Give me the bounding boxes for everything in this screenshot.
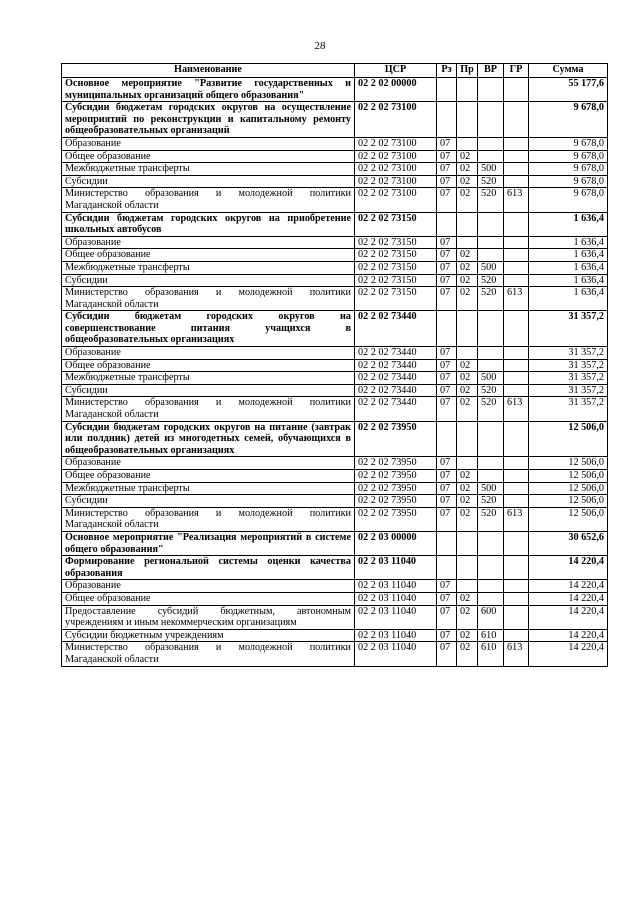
cell-rz: 07 [437, 347, 457, 360]
cell-name: Министерство образования и молодежной политики Магаданской области [62, 642, 355, 666]
cell-gr [504, 347, 529, 360]
cell-pr: 02 [457, 507, 478, 531]
table-row [62, 287, 608, 311]
cell-sum: 1 636,4 [529, 287, 608, 311]
table-row [62, 274, 608, 287]
cell-name: Субсидии [62, 495, 355, 508]
cell-rz [437, 531, 457, 555]
column-header-vr: ВР [478, 64, 504, 78]
cell-vr: 500 [478, 163, 504, 176]
cell-name: Субсидии бюджетным учреждениям [62, 629, 355, 642]
cell-rz [437, 421, 457, 457]
cell-name: Межбюджетные трансферты [62, 482, 355, 495]
cell-vr: 520 [478, 397, 504, 421]
cell-csr: 02 2 03 11040 [355, 556, 437, 580]
cell-sum: 14 220,4 [529, 605, 608, 629]
cell-gr [504, 137, 529, 150]
cell-vr [478, 212, 504, 236]
column-header-sum: Сумма [529, 64, 608, 78]
cell-gr: 613 [504, 507, 529, 531]
cell-vr: 500 [478, 372, 504, 385]
table-row [62, 78, 608, 102]
cell-vr [478, 347, 504, 360]
cell-csr: 02 2 02 73150 [355, 261, 437, 274]
cell-name: Образование [62, 347, 355, 360]
cell-pr: 02 [457, 592, 478, 605]
cell-vr: 520 [478, 175, 504, 188]
cell-vr: 610 [478, 629, 504, 642]
cell-rz: 07 [437, 629, 457, 642]
cell-rz: 07 [437, 372, 457, 385]
cell-vr [478, 359, 504, 372]
cell-csr: 02 2 02 00000 [355, 78, 437, 102]
budget-table [61, 63, 608, 667]
table-row [62, 482, 608, 495]
table-row [62, 470, 608, 483]
cell-sum: 9 678,0 [529, 102, 608, 138]
cell-csr: 02 2 02 73950 [355, 457, 437, 470]
cell-rz [437, 311, 457, 347]
cell-rz: 07 [437, 605, 457, 629]
cell-pr: 02 [457, 470, 478, 483]
cell-name: Общее образование [62, 592, 355, 605]
cell-name: Субсидии бюджетам городских округов на приобретение школьных автобусов [62, 212, 355, 236]
cell-name: Образование [62, 137, 355, 150]
cell-rz: 07 [437, 261, 457, 274]
cell-vr [478, 580, 504, 593]
cell-csr: 02 2 02 73150 [355, 287, 437, 311]
table-row [62, 188, 608, 212]
cell-sum: 12 506,0 [529, 482, 608, 495]
cell-gr: 613 [504, 642, 529, 666]
cell-sum: 1 636,4 [529, 249, 608, 262]
cell-vr [478, 137, 504, 150]
cell-sum: 1 636,4 [529, 274, 608, 287]
cell-gr [504, 311, 529, 347]
cell-name: Образование [62, 236, 355, 249]
table-row [62, 495, 608, 508]
cell-csr: 02 2 02 73100 [355, 137, 437, 150]
cell-sum: 14 220,4 [529, 580, 608, 593]
cell-csr: 02 2 02 73150 [355, 212, 437, 236]
cell-sum: 31 357,2 [529, 397, 608, 421]
cell-csr: 02 2 02 73100 [355, 102, 437, 138]
cell-vr: 520 [478, 507, 504, 531]
cell-pr: 02 [457, 249, 478, 262]
cell-name: Министерство образования и молодежной политики Магаданской области [62, 188, 355, 212]
cell-gr [504, 629, 529, 642]
cell-name: Субсидии [62, 384, 355, 397]
cell-sum: 1 636,4 [529, 236, 608, 249]
cell-name: Общее образование [62, 249, 355, 262]
cell-name: Межбюджетные трансферты [62, 261, 355, 274]
cell-pr [457, 556, 478, 580]
cell-gr [504, 78, 529, 102]
table-row [62, 556, 608, 580]
cell-csr: 02 2 02 73950 [355, 470, 437, 483]
cell-rz: 07 [437, 642, 457, 666]
cell-vr: 520 [478, 188, 504, 212]
cell-pr [457, 457, 478, 470]
cell-name: Субсидии [62, 274, 355, 287]
cell-pr [457, 236, 478, 249]
cell-vr [478, 249, 504, 262]
cell-name: Основное мероприятие "Развитие государственных и муниципальных организаций общего образования" [62, 78, 355, 102]
cell-gr [504, 372, 529, 385]
cell-pr [457, 212, 478, 236]
table-row [62, 384, 608, 397]
cell-pr: 02 [457, 397, 478, 421]
table-row [62, 137, 608, 150]
cell-rz [437, 556, 457, 580]
column-header-name: Наименование [62, 64, 355, 78]
cell-vr [478, 421, 504, 457]
cell-csr: 02 2 02 73100 [355, 188, 437, 212]
cell-pr: 02 [457, 274, 478, 287]
table-row [62, 359, 608, 372]
cell-pr [457, 421, 478, 457]
cell-gr [504, 457, 529, 470]
cell-csr: 02 2 03 11040 [355, 605, 437, 629]
cell-csr: 02 2 02 73150 [355, 249, 437, 262]
cell-vr [478, 150, 504, 163]
cell-sum: 31 357,2 [529, 359, 608, 372]
cell-sum: 9 678,0 [529, 150, 608, 163]
cell-pr: 02 [457, 482, 478, 495]
column-header-rz: Рз [437, 64, 457, 78]
cell-vr [478, 556, 504, 580]
cell-csr: 02 2 03 11040 [355, 642, 437, 666]
cell-pr: 02 [457, 372, 478, 385]
cell-rz: 07 [437, 287, 457, 311]
cell-gr [504, 249, 529, 262]
cell-csr: 02 2 02 73150 [355, 274, 437, 287]
table-row [62, 261, 608, 274]
table-row [62, 249, 608, 262]
table-row [62, 347, 608, 360]
cell-csr: 02 2 02 73950 [355, 421, 437, 457]
cell-name: Министерство образования и молодежной политики Магаданской области [62, 507, 355, 531]
cell-gr [504, 470, 529, 483]
cell-csr: 02 2 02 73100 [355, 163, 437, 176]
cell-sum: 30 652,6 [529, 531, 608, 555]
cell-gr [504, 236, 529, 249]
cell-gr [504, 359, 529, 372]
cell-name: Субсидии [62, 175, 355, 188]
cell-rz: 07 [437, 495, 457, 508]
cell-csr: 02 2 02 73100 [355, 175, 437, 188]
cell-vr [478, 592, 504, 605]
cell-sum: 14 220,4 [529, 592, 608, 605]
cell-rz: 07 [437, 457, 457, 470]
cell-pr [457, 102, 478, 138]
cell-rz [437, 78, 457, 102]
cell-rz: 07 [437, 580, 457, 593]
cell-vr: 600 [478, 605, 504, 629]
cell-gr: 613 [504, 287, 529, 311]
cell-gr [504, 150, 529, 163]
cell-sum: 31 357,2 [529, 384, 608, 397]
cell-name: Формирование региональной системы оценки качества образования [62, 556, 355, 580]
cell-rz: 07 [437, 359, 457, 372]
cell-gr [504, 261, 529, 274]
cell-gr [504, 163, 529, 176]
cell-gr [504, 175, 529, 188]
cell-rz: 07 [437, 163, 457, 176]
table-header-row [62, 64, 608, 78]
cell-vr: 500 [478, 482, 504, 495]
cell-gr [504, 592, 529, 605]
column-header-gr: ГР [504, 64, 529, 78]
cell-csr: 02 2 03 00000 [355, 531, 437, 555]
cell-sum: 1 636,4 [529, 212, 608, 236]
cell-vr [478, 531, 504, 555]
cell-rz: 07 [437, 482, 457, 495]
cell-rz: 07 [437, 507, 457, 531]
cell-pr: 02 [457, 495, 478, 508]
table-row [62, 175, 608, 188]
cell-pr: 02 [457, 150, 478, 163]
cell-name: Субсидии бюджетам городских округов на питание (завтрак или полдник) детей из многодетных семей, обучающихся в общеобразовательных организациях [62, 421, 355, 457]
cell-vr: 500 [478, 261, 504, 274]
cell-vr [478, 102, 504, 138]
cell-csr: 02 2 03 11040 [355, 592, 437, 605]
cell-rz: 07 [437, 249, 457, 262]
cell-name: Предоставление субсидий бюджетным, автономным учреждениям и иным некоммерческим организациям [62, 605, 355, 629]
table-row [62, 605, 608, 629]
table-row [62, 642, 608, 666]
cell-csr: 02 2 02 73950 [355, 495, 437, 508]
table-row [62, 629, 608, 642]
cell-rz: 07 [437, 592, 457, 605]
cell-rz: 07 [437, 137, 457, 150]
cell-sum: 12 506,0 [529, 495, 608, 508]
page-number: 28 [314, 40, 326, 52]
cell-csr: 02 2 02 73950 [355, 507, 437, 531]
table-row [62, 531, 608, 555]
cell-csr: 02 2 02 73950 [355, 482, 437, 495]
cell-name: Межбюджетные трансферты [62, 372, 355, 385]
cell-gr: 613 [504, 188, 529, 212]
cell-csr: 02 2 03 11040 [355, 580, 437, 593]
cell-csr: 02 2 02 73100 [355, 150, 437, 163]
table-row [62, 372, 608, 385]
cell-gr [504, 556, 529, 580]
cell-name: Образование [62, 580, 355, 593]
cell-sum: 9 678,0 [529, 188, 608, 212]
cell-csr: 02 2 03 11040 [355, 629, 437, 642]
cell-gr: 613 [504, 397, 529, 421]
cell-sum: 12 506,0 [529, 507, 608, 531]
cell-rz: 07 [437, 188, 457, 212]
cell-vr: 520 [478, 495, 504, 508]
table-row [62, 507, 608, 531]
cell-gr [504, 482, 529, 495]
cell-sum: 12 506,0 [529, 421, 608, 457]
cell-csr: 02 2 02 73150 [355, 236, 437, 249]
cell-csr: 02 2 02 73440 [355, 397, 437, 421]
cell-pr [457, 311, 478, 347]
cell-sum: 9 678,0 [529, 175, 608, 188]
table-body [62, 78, 608, 667]
table-row [62, 150, 608, 163]
cell-pr [457, 531, 478, 555]
cell-vr [478, 311, 504, 347]
cell-pr: 02 [457, 175, 478, 188]
cell-gr [504, 274, 529, 287]
cell-name: Межбюджетные трансферты [62, 163, 355, 176]
cell-rz: 07 [437, 175, 457, 188]
table-row [62, 580, 608, 593]
table-row [62, 397, 608, 421]
cell-rz: 07 [437, 150, 457, 163]
cell-sum: 9 678,0 [529, 137, 608, 150]
cell-sum: 14 220,4 [529, 556, 608, 580]
cell-pr: 02 [457, 642, 478, 666]
cell-vr: 520 [478, 287, 504, 311]
cell-pr: 02 [457, 163, 478, 176]
cell-gr [504, 531, 529, 555]
cell-pr [457, 580, 478, 593]
cell-pr: 02 [457, 359, 478, 372]
cell-gr [504, 580, 529, 593]
cell-rz [437, 212, 457, 236]
cell-vr [478, 457, 504, 470]
table-row [62, 163, 608, 176]
cell-pr: 02 [457, 188, 478, 212]
cell-name: Общее образование [62, 359, 355, 372]
table-row [62, 592, 608, 605]
cell-pr [457, 78, 478, 102]
cell-sum: 1 636,4 [529, 261, 608, 274]
cell-vr: 610 [478, 642, 504, 666]
cell-name: Субсидии бюджетам городских округов на совершенствование питания учащихся в общеобразовательных организациях [62, 311, 355, 347]
cell-vr [478, 470, 504, 483]
table-row [62, 236, 608, 249]
cell-pr: 02 [457, 629, 478, 642]
cell-csr: 02 2 02 73440 [355, 347, 437, 360]
cell-vr [478, 236, 504, 249]
cell-name: Министерство образования и молодежной политики Магаданской области [62, 287, 355, 311]
cell-gr [504, 495, 529, 508]
cell-name: Образование [62, 457, 355, 470]
cell-pr [457, 137, 478, 150]
cell-csr: 02 2 02 73440 [355, 359, 437, 372]
cell-rz: 07 [437, 236, 457, 249]
cell-rz [437, 102, 457, 138]
cell-name: Общее образование [62, 150, 355, 163]
cell-sum: 12 506,0 [529, 470, 608, 483]
table-row [62, 421, 608, 457]
cell-sum: 14 220,4 [529, 642, 608, 666]
cell-sum: 31 357,2 [529, 311, 608, 347]
cell-gr [504, 605, 529, 629]
cell-csr: 02 2 02 73440 [355, 372, 437, 385]
cell-pr [457, 347, 478, 360]
cell-name: Основное мероприятие "Реализация мероприятий в системе общего образования" [62, 531, 355, 555]
cell-gr [504, 102, 529, 138]
table-row [62, 311, 608, 347]
cell-name: Общее образование [62, 470, 355, 483]
cell-vr [478, 78, 504, 102]
cell-name: Субсидии бюджетам городских округов на осуществление мероприятий по реконструкции и капитальному ремонту общеобразовательных организаций [62, 102, 355, 138]
cell-rz: 07 [437, 384, 457, 397]
cell-sum: 31 357,2 [529, 372, 608, 385]
cell-sum: 55 177,6 [529, 78, 608, 102]
cell-csr: 02 2 02 73440 [355, 311, 437, 347]
cell-sum: 9 678,0 [529, 163, 608, 176]
cell-gr [504, 384, 529, 397]
cell-pr: 02 [457, 261, 478, 274]
cell-sum: 12 506,0 [529, 457, 608, 470]
column-header-pr: Пр [457, 64, 478, 78]
cell-rz: 07 [437, 397, 457, 421]
cell-gr [504, 212, 529, 236]
cell-name: Министерство образования и молодежной политики Магаданской области [62, 397, 355, 421]
cell-pr: 02 [457, 287, 478, 311]
cell-rz: 07 [437, 274, 457, 287]
cell-pr: 02 [457, 384, 478, 397]
table-row [62, 102, 608, 138]
cell-vr: 520 [478, 384, 504, 397]
cell-pr: 02 [457, 605, 478, 629]
table-row [62, 212, 608, 236]
table-row [62, 457, 608, 470]
cell-sum: 14 220,4 [529, 629, 608, 642]
cell-csr: 02 2 02 73440 [355, 384, 437, 397]
column-header-csr: ЦСР [355, 64, 437, 78]
cell-sum: 31 357,2 [529, 347, 608, 360]
cell-gr [504, 421, 529, 457]
cell-rz: 07 [437, 470, 457, 483]
cell-vr: 520 [478, 274, 504, 287]
